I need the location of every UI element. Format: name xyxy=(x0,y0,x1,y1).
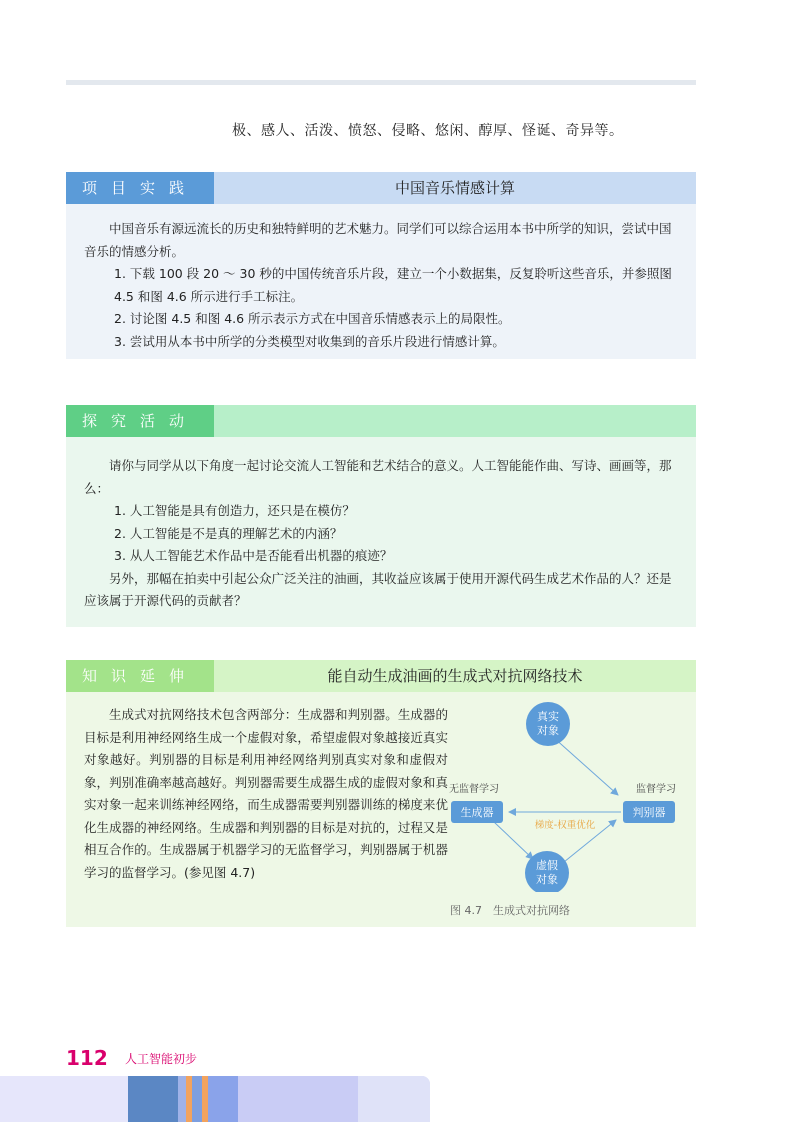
continued-text-line: 极、感人、活泼、愤怒、侵略、悠闲、醇厚、怪诞、奇异等。 xyxy=(232,123,624,139)
fake-object-label-1: 虚假 xyxy=(536,859,558,872)
footer-stripe xyxy=(208,1076,238,1122)
generator-to-fake-arrow xyxy=(494,822,533,859)
practice-item-3: 3. 尝试用从本书中所学的分类模型对收集到的音乐片段进行情感计算。 xyxy=(114,333,505,349)
book-title: 人工智能初步 xyxy=(125,1052,198,1066)
practice-intro: 中国音乐有源远流长的历史和独特鲜明的艺术魅力。同学们可以综合运用本书中所学的知识，尝试中国音乐的情感分析。 xyxy=(84,221,672,259)
explore-item-2: 2. 人工智能是不是真的理解艺术的内涵？ xyxy=(114,525,343,541)
page-number: 112 xyxy=(66,1046,108,1070)
practice-box xyxy=(66,172,696,359)
knowledge-tab-label: 知识延伸 xyxy=(66,660,214,692)
explore-item-3: 3. 从人工智能艺术作品中是否能看出机器的痕迹？ xyxy=(114,548,393,563)
gan-diagram xyxy=(446,697,696,892)
footer-decor-band xyxy=(0,1076,430,1122)
explore-tab-label: 探究活动 xyxy=(66,405,214,437)
knowledge-body xyxy=(66,692,696,927)
explore-header-bar xyxy=(214,405,696,437)
knowledge-header xyxy=(66,660,696,692)
explore-header xyxy=(66,405,696,437)
practice-tab-label: 项目实践 xyxy=(66,172,214,204)
fake-object-label-2: 对象 xyxy=(536,873,558,886)
footer-stripe xyxy=(192,1076,202,1122)
practice-item-1: 1. 下载 100 段 20 ～ 30 秒的中国传统音乐片段，建立一个小数据集，反复聆听这些音乐，并参照图 4.5 和图 4.6 所示进行手工标注。 xyxy=(114,266,672,304)
real-object-label-2: 对象 xyxy=(537,724,559,737)
discriminator-label: 判别器 xyxy=(632,806,666,819)
footer-stripe xyxy=(358,1076,430,1122)
practice-header xyxy=(66,172,696,204)
knowledge-title: 能自动生成油画的生成式对抗网络技术 xyxy=(327,667,583,685)
unsupervised-label: 无监督学习 xyxy=(449,784,499,795)
knowledge-text: 生成式对抗网络技术包含两部分：生成器和判别器。生成器的目标是利用神经网络生成一个虚假对象，希望虚假对象越接近真实对象越好。判别器的目标是利用神经网络判别真实对象和虚假对象，判别准确率越高越好。判别器需要生成器生成的虚假对象和真实对象一起来训练神经网络，而生成器需要判别器训练的梯度来优化生成器的神经网络。生成器和判别器的目标是对抗的，过程又是相互合作的。生成器属于机器学习的无监督学习，判别器属于机器学习的监督学习。(参见图 4.7) xyxy=(84,707,448,880)
figure-caption: 图 4.7 生成式对抗网络 xyxy=(450,904,570,917)
supervised-label: 监督学习 xyxy=(636,784,676,795)
explore-intro: 请你与同学从以下角度一起讨论交流人工智能和艺术结合的意义。人工智能能作曲、写诗、画画等，那么： xyxy=(84,458,672,496)
gradient-label: 梯度-权重优化 xyxy=(534,820,596,831)
explore-item-1: 1. 人工智能是具有创造力，还只是在模仿？ xyxy=(114,503,355,518)
real-to-discriminator-arrow xyxy=(553,737,618,795)
generator-label: 生成器 xyxy=(460,806,494,819)
top-divider xyxy=(66,80,696,85)
explore-outro: 另外，那幅在拍卖中引起公众广泛关注的油画，其收益应该属于使用开源代码生成艺术作品的人？还是应该属于开源代码的贡献者？ xyxy=(84,570,672,608)
practice-body xyxy=(66,204,696,359)
footer-stripe xyxy=(238,1076,358,1122)
practice-title: 中国音乐情感计算 xyxy=(394,179,515,197)
practice-item-2: 2. 讨论图 4.5 和图 4.6 所示表示方式在中国音乐情感表示上的局限性。 xyxy=(114,311,511,326)
real-object-label-1: 真实 xyxy=(537,710,559,723)
footer-stripe xyxy=(0,1076,128,1122)
explore-box xyxy=(66,405,696,627)
explore-body xyxy=(66,437,696,627)
knowledge-box xyxy=(66,660,696,927)
footer-stripe xyxy=(128,1076,178,1122)
footer-stripe xyxy=(178,1076,186,1122)
